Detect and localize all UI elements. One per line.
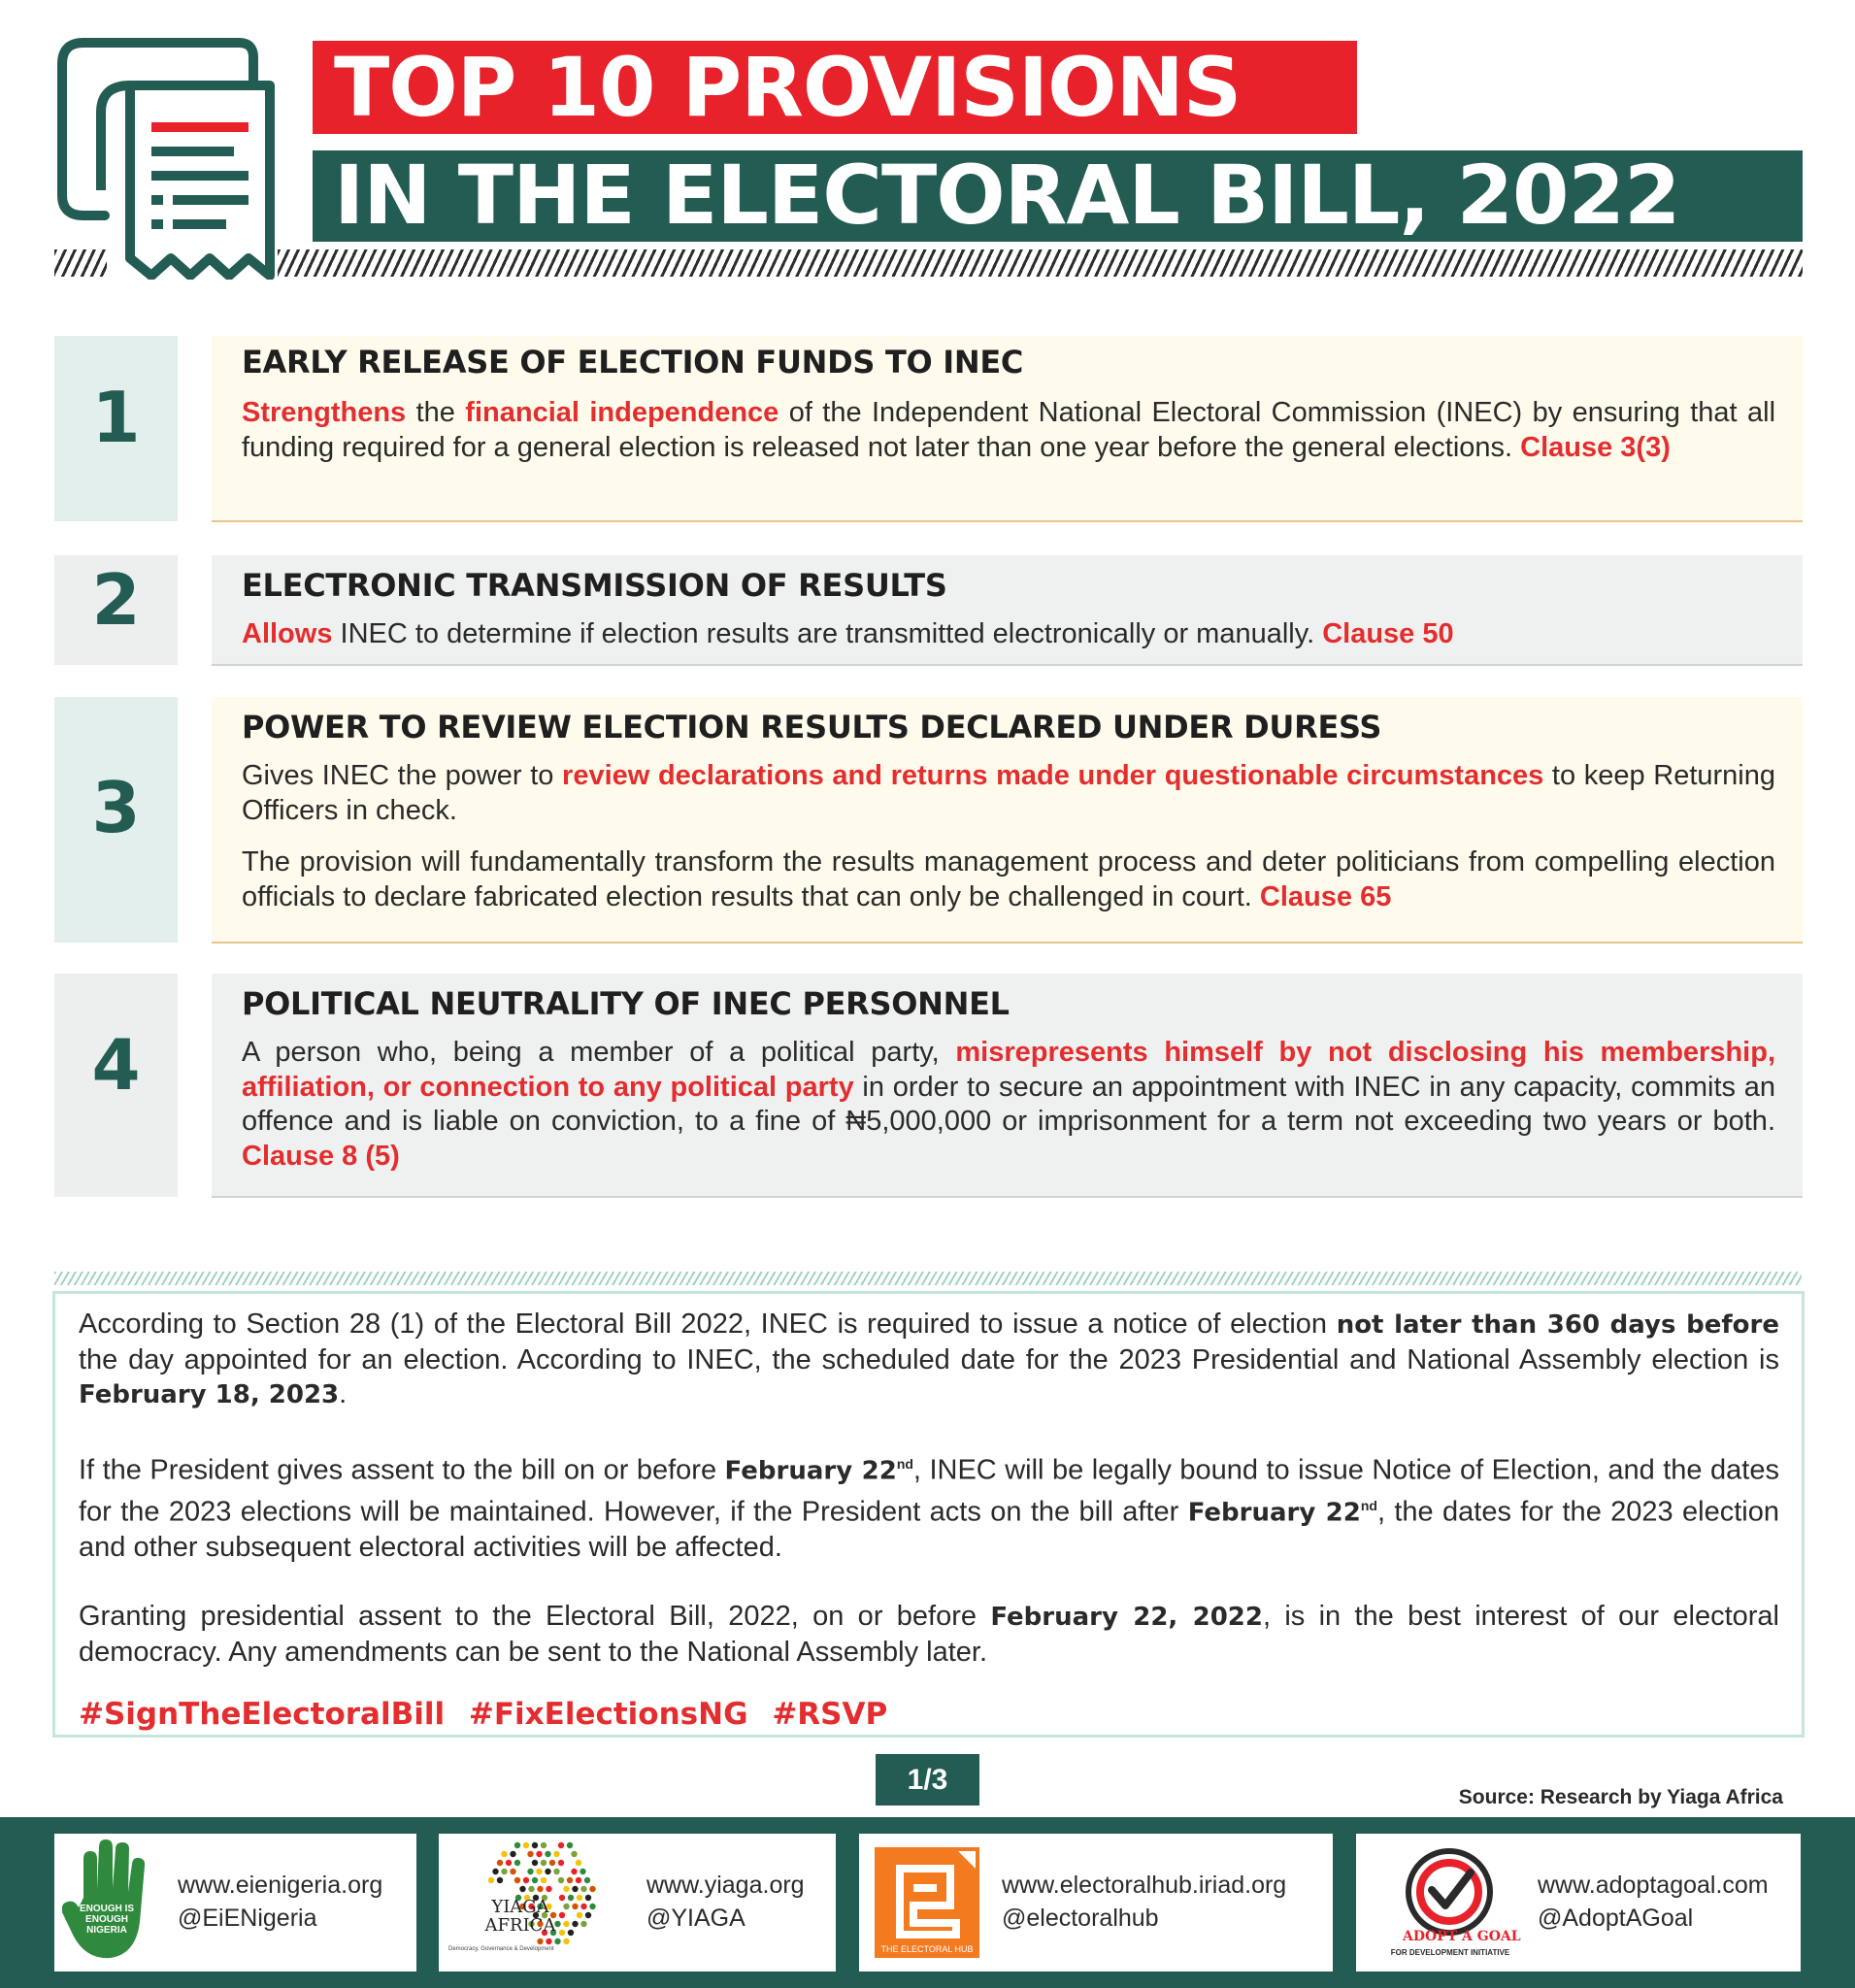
provision-number: 1 (91, 377, 141, 458)
adoptagoal-logo-text: ADOPT A GOAL (1403, 1929, 1521, 1944)
provision-text (242, 845, 1775, 914)
hashtag[interactable]: #FixElectionsNG (468, 1696, 748, 1732)
body-text: . (339, 1378, 348, 1409)
hatch-divider-notice (54, 1272, 1802, 1285)
partner-handle[interactable]: @EiENigeria (178, 1905, 317, 1932)
title-banner-line2 (313, 150, 1803, 242)
goal-ball-icon (1368, 1839, 1533, 1968)
highlight-text: Allows (242, 618, 333, 649)
highlight-text: review declarations and returns made under questionable circumstances (562, 760, 1544, 791)
body-text: According to Section 28 (1) of the Electoral Bill 2022, INEC is required to issue a notice of election (79, 1309, 1337, 1340)
partner-url[interactable]: www.eienigeria.org (178, 1872, 383, 1899)
clause-reference: Clause 50 (1322, 618, 1454, 649)
partner-handle[interactable]: @electoralhub (1002, 1905, 1159, 1932)
notice-box (52, 1291, 1805, 1738)
body-text: , the dates for the 2023 election and other subsequent electoral activities will be affected. (79, 1496, 1779, 1564)
partner-url[interactable]: www.electoralhub.iriad.org (1002, 1872, 1287, 1899)
body-text: A person who, being a member of a political party, (242, 1037, 956, 1068)
provision-card-4 (212, 974, 1803, 1198)
yiaga-tagline: Democracy, Governance & Development (448, 1946, 554, 1952)
hatch-divider-left (54, 249, 107, 277)
provision-title: POWER TO REVIEW ELECTION RESULTS DECLARED UNDER DURESS (242, 709, 1382, 746)
provision-text (242, 759, 1775, 828)
provision-number: 4 (91, 1024, 141, 1106)
bold-text: February 22, 2022 (990, 1603, 1263, 1633)
provision-text (242, 617, 1775, 652)
document-icon (54, 25, 278, 280)
provision-card-3 (212, 697, 1803, 944)
electoral-hub-logo-text: THE ELECTORAL HUB (880, 1944, 974, 1954)
yiaga-logo-text: YIAGA AFRICA (484, 1897, 556, 1936)
body-text: The provision will fundamentally transform the results management process and deter politicians from compelling election officials to declare fabricated election results that can only be challenged in court. (242, 846, 1775, 912)
partner-card-adoptagoal[interactable] (1356, 1834, 1801, 1971)
notice-paragraph-2 (79, 1447, 1779, 1566)
bold-text: February 18, 2023 (79, 1380, 340, 1409)
partner-card-yiaga[interactable] (439, 1834, 836, 1971)
hashtag[interactable]: #RSVP (772, 1696, 888, 1732)
title-line2: IN THE ELECTORAL BILL, 2022 (334, 148, 1680, 243)
partner-url[interactable]: www.adoptagoal.com (1538, 1872, 1769, 1899)
body-text: of the Independent National Electoral Commission (INEC) by ensuring that all funding required for a general election is released not later than one year before the general elections. (242, 397, 1776, 463)
eie-logo-text: ENOUGH IS ENOUGH NIGERIA (79, 1904, 135, 1936)
provision-number-box-2 (54, 555, 178, 665)
body-text: , INEC will be legally bound to issue Notice of Election, and the dates for the 2023 elections will be maintained. However, if the President acts on the bill after (79, 1454, 1779, 1528)
body-text: Gives INEC the power to (242, 760, 563, 791)
provision-title: POLITICAL NEUTRALITY OF INEC PERSONNEL (242, 985, 1010, 1022)
body-text: Granting presidential assent to the Electoral Bill, 2022, on or before (79, 1601, 991, 1633)
title-banner-line1 (313, 41, 1357, 134)
africa-map-icon (445, 1838, 639, 1969)
provision-number: 3 (91, 767, 141, 848)
page-indicator: 1/3 (876, 1754, 979, 1806)
body-text: If the President gives assent to the bill on or before (79, 1454, 725, 1486)
partner-footer (0, 1817, 1855, 1988)
provision-card-1 (212, 336, 1803, 522)
body-text: the day appointed for an election. According to INEC, the scheduled date for the 2023 Presidential and National Assembly election is (79, 1343, 1779, 1375)
title-line1: TOP 10 PROVISIONS (334, 40, 1242, 135)
partner-handle[interactable]: @YIAGA (646, 1905, 745, 1932)
hand-icon (62, 1839, 159, 1966)
provision-number: 2 (91, 559, 141, 641)
partner-handle[interactable]: @AdoptAGoal (1538, 1905, 1694, 1932)
provision-title: EARLY RELEASE OF ELECTION FUNDS TO INEC (242, 344, 1024, 381)
hatch-divider-right (278, 249, 1803, 277)
bold-text: February 22 (1187, 1498, 1361, 1528)
hashtags (79, 1697, 1779, 1732)
partner-url[interactable]: www.yiaga.org (646, 1872, 805, 1899)
adoptagoal-tagline: FOR DEVELOPMENT INITIATIVE (1390, 1948, 1510, 1957)
notice-paragraph-1 (79, 1308, 1779, 1413)
partner-card-electoralhub[interactable] (859, 1834, 1333, 1971)
bold-text: February 22 (724, 1456, 897, 1486)
notice-paragraph-3 (79, 1600, 1779, 1670)
provision-text (242, 396, 1775, 465)
clause-reference: Clause 3(3) (1520, 431, 1671, 463)
clause-reference: Clause 65 (1259, 880, 1392, 912)
body-text: INEC to determine if election results are transmitted electronically or manually. (332, 618, 1323, 649)
body-text: to keep Returning Officers in check. (242, 760, 1775, 826)
clause-reference: Clause 8 (5) (242, 1140, 400, 1172)
hashtag[interactable]: #SignTheElectoralBill (79, 1696, 446, 1732)
provision-card-2 (212, 555, 1803, 666)
body-text: , is in the best interest of our electoral democracy. Any amendments can be sent to the National Assembly later. (79, 1601, 1779, 1668)
electoral-hub-icon (875, 1847, 979, 1958)
highlight-text: financial independence (465, 397, 779, 428)
ordinal-suffix: nd (1360, 1498, 1377, 1514)
highlight-text: Strengthens (242, 397, 407, 428)
provision-number-box-3 (54, 697, 178, 943)
highlight-text: misrepresents himself by not disclosing his membership, affiliation, or connection to any political party (242, 1037, 1775, 1103)
provision-number-box-4 (54, 974, 178, 1197)
provision-text (242, 1036, 1775, 1174)
ordinal-suffix: nd (896, 1456, 913, 1472)
provision-number-box-1 (54, 336, 178, 521)
bold-text: not later than 360 days before (1336, 1310, 1779, 1340)
body-text: in order to secure an appointment with INEC in any capacity, commits an offence and is liable on conviction, to a fine of ₦5,000,000 or imprisonment for a term not exceeding two years or both. (242, 1071, 1775, 1137)
body-text: the (406, 397, 466, 428)
source-credit: Source: Research by Yiaga Africa (1458, 1786, 1783, 1808)
provision-title: ELECTRONIC TRANSMISSION OF RESULTS (242, 567, 947, 604)
partner-card-eie[interactable] (54, 1834, 416, 1971)
